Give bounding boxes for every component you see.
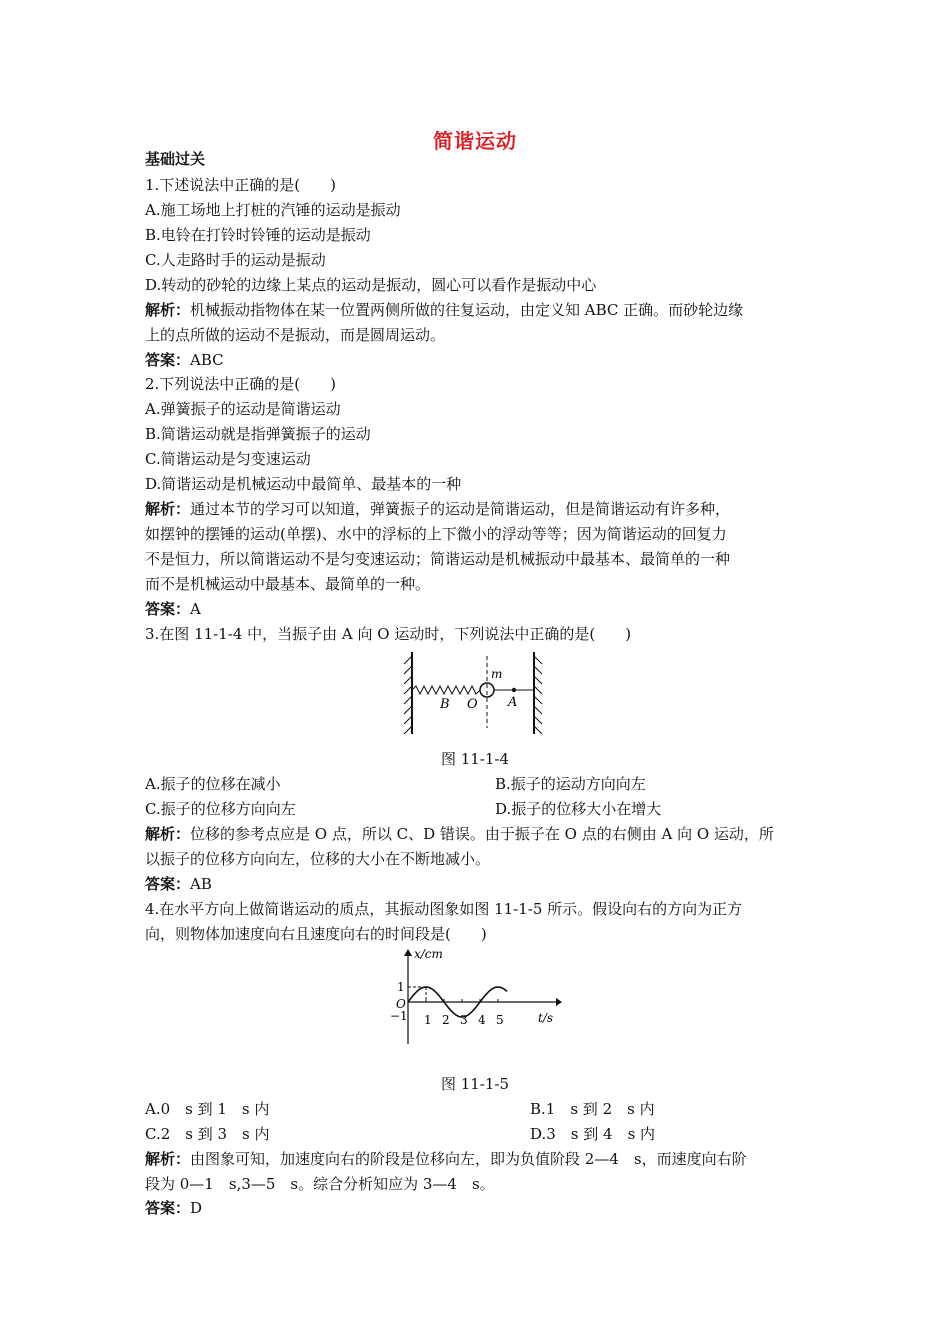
x-tick-label-1: 1 bbox=[424, 1013, 432, 1027]
q2-explanation-text-2: 如摆钟的摆锤的运动(单摆)、水中的浮标的上下微小的浮动等等；因为简谐运动的回复力 bbox=[145, 525, 727, 543]
x-axis-arrow bbox=[556, 998, 562, 1006]
q1-answer-label: 答案： bbox=[145, 351, 191, 369]
q2-explanation-text-1: 通过本节的学习可以知道，弹簧振子的运动是简谐运动，但是简谐运动有许多种， bbox=[190, 500, 731, 518]
q1-option-c: C.人走路时手的运动是振动 bbox=[145, 251, 326, 269]
q2-option-d: D.简谐运动是机械运动中最简单、最基本的一种 bbox=[145, 475, 462, 493]
q1-explanation-text-2: 上的点所做的运动不是振动，而是圆周运动。 bbox=[145, 326, 446, 344]
q1-explanation-label: 解析： bbox=[145, 301, 191, 319]
q3-answer-value: AB bbox=[190, 875, 212, 893]
y-tick-label-1: 1 bbox=[397, 980, 405, 994]
label-o: O bbox=[467, 697, 478, 712]
q1-option-d: D.转动的砂轮的边缘上某点的运动是振动，圆心可以看作是振动中心 bbox=[145, 276, 597, 294]
q3-stem: 3.在图 11-1-4 中，当振子由 A 向 O 运动时，下列说法中正确的是( ) bbox=[145, 625, 632, 643]
q4-stem-2: 向，则物体加速度向右且速度向右的时间段是( ) bbox=[145, 925, 487, 943]
q4-stem-1: 4.在水平方向上做简谐运动的质点，其振动图象如图 11-1-5 所示。假设向右的方向为正方 bbox=[145, 900, 743, 918]
q4-option-b: B.1 s 到 2 s 内 bbox=[530, 1100, 655, 1118]
q2-option-b: B.简谐运动就是指弹簧振子的运动 bbox=[145, 425, 371, 443]
q2-option-a: A.弹簧振子的运动是简谐运动 bbox=[145, 400, 341, 418]
q2-answer-label: 答案： bbox=[145, 600, 191, 618]
x-axis-label: t/s bbox=[538, 1011, 554, 1025]
q3-option-a: A.振子的位移在减小 bbox=[145, 775, 281, 793]
spring bbox=[412, 686, 480, 694]
q3-figure-caption: 图 11-1-4 bbox=[440, 750, 510, 768]
q4-explanation-text-1: 由图象可知，加速度向右的阶段是位移向左，即为负值阶段 2—4 s，而速度向右阶 bbox=[190, 1150, 747, 1168]
q4-explanation-text-2: 段为 0—1 s,3—5 s。综合分析知应为 3—4 s。 bbox=[145, 1175, 495, 1193]
q1-stem: 1.下述说法中正确的是( ) bbox=[145, 176, 337, 194]
x-tick-label-5: 5 bbox=[496, 1013, 504, 1027]
y-axis-label: x/cm bbox=[414, 947, 443, 961]
q3-answer-label: 答案： bbox=[145, 875, 191, 893]
x-tick-label-3: 3 bbox=[460, 1013, 468, 1027]
q3-option-d: D.振子的位移大小在增大 bbox=[495, 800, 662, 818]
q4-option-c: C.2 s 到 3 s 内 bbox=[145, 1125, 270, 1143]
page-title: 简谐运动 bbox=[433, 129, 517, 153]
q3-explanation-text-1: 位移的参考点应是 O 点，所以 C、D 错误。由于振子在 O 点的右侧由 A 向 O 运动，所 bbox=[190, 825, 774, 843]
y-axis-arrow bbox=[404, 949, 412, 956]
q4-figure-caption: 图 11-1-5 bbox=[440, 1075, 510, 1093]
q3-option-b: B.振子的运动方向向左 bbox=[495, 775, 646, 793]
q2-answer-value: A bbox=[190, 600, 201, 618]
q3-answer bbox=[145, 875, 212, 893]
x-tick-label-2: 2 bbox=[442, 1013, 450, 1027]
q4-answer bbox=[145, 1199, 202, 1217]
x-tick-label-4: 4 bbox=[478, 1013, 486, 1027]
q3-option-c: C.振子的位移方向向左 bbox=[145, 800, 296, 818]
q1-answer-value: ABC bbox=[190, 351, 224, 369]
q2-answer bbox=[145, 600, 201, 618]
label-a: A bbox=[508, 695, 518, 710]
y-tick-label-neg1: −1 bbox=[390, 1009, 408, 1023]
q2-explanation-text-3: 不是恒力，所以简谐运动不是匀变速运动；简谐运动是机械振动中最基本、最简单的一种 bbox=[145, 550, 731, 568]
q1-explanation bbox=[145, 301, 743, 319]
q2-option-c: C.简谐运动是匀变速运动 bbox=[145, 450, 311, 468]
q1-option-b: B.电铃在打铃时铃锤的运动是振动 bbox=[145, 226, 371, 244]
vibration-graph bbox=[388, 946, 563, 1048]
label-m: m bbox=[491, 667, 503, 681]
spring-oscillator-figure bbox=[400, 648, 550, 740]
q1-explanation-text-1: 机械振动指物体在某一位置两侧所做的往复运动，由定义知 ABC 正确。而砂轮边缘 bbox=[190, 301, 744, 319]
q4-answer-label: 答案： bbox=[145, 1199, 191, 1217]
q1-option-a: A.施工场地上打桩的汽锤的运动是振动 bbox=[145, 201, 401, 219]
q4-option-d: D.3 s 到 4 s 内 bbox=[530, 1125, 656, 1143]
q4-explanation bbox=[145, 1150, 747, 1168]
section-heading: 基础过关 bbox=[145, 150, 206, 168]
q4-option-a: A.0 s 到 1 s 内 bbox=[145, 1100, 270, 1118]
q1-answer bbox=[145, 351, 224, 369]
q3-explanation-label: 解析： bbox=[145, 825, 191, 843]
point-a-dot bbox=[512, 688, 516, 692]
q3-explanation bbox=[145, 825, 774, 843]
q3-explanation-text-2: 以振子的位移方向向左，位移的大小在不断地减小。 bbox=[145, 850, 491, 868]
q2-stem: 2.下列说法中正确的是( ) bbox=[145, 375, 337, 393]
q2-explanation-label: 解析： bbox=[145, 500, 191, 518]
q4-answer-value: D bbox=[190, 1199, 203, 1217]
q2-explanation bbox=[145, 500, 730, 518]
label-b: B bbox=[440, 697, 450, 712]
origin-label: O bbox=[396, 997, 406, 1011]
q2-explanation-text-4: 而不是机械运动中最基本、最简单的一种。 bbox=[145, 575, 431, 593]
q4-explanation-label: 解析： bbox=[145, 1150, 191, 1168]
